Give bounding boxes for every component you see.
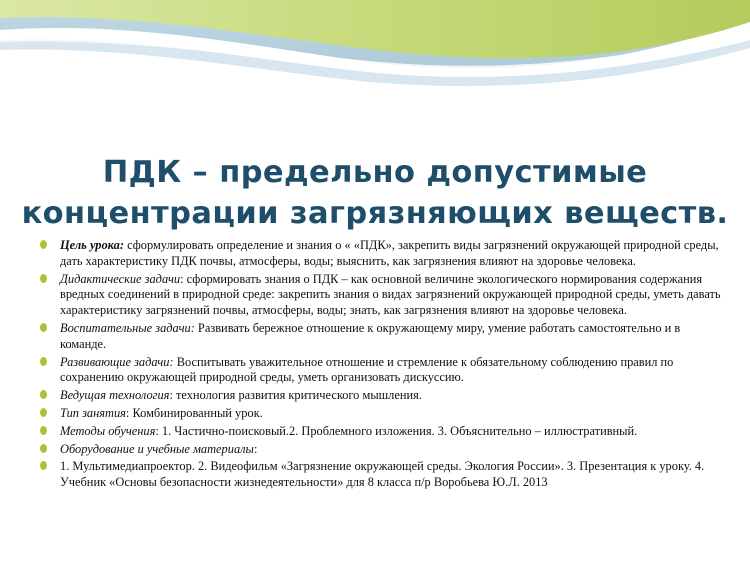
bullet-text: : [253, 441, 258, 456]
bullet-dot-icon [40, 461, 47, 470]
decorative-wave-banner [0, 0, 750, 90]
bullet-item-lesson-type [40, 406, 725, 422]
bullet-text: : сформировать знания о ПДК – как основной величине экологического нормирования содержания вредных соединений в природной среде: закрепить знания о видах загрязнений окружающей природной среды, уметь давать характеристику загрязнений почвы, атмосферы, воды; знать, как загрязнения влияют на здоровье человека. [60, 271, 721, 318]
bullet-dot-icon [40, 444, 47, 453]
bullet-dot-icon [40, 323, 47, 332]
bullet-dot-icon [40, 274, 47, 283]
bullet-label: Ведущая технология [60, 388, 170, 403]
bullet-item-didactic-tasks [40, 272, 725, 319]
bullet-label: Воспитательные задачи: [60, 320, 195, 335]
bullet-label: Оборудование и учебные материалы [60, 441, 254, 456]
bullet-item-equipment [40, 442, 725, 458]
bullet-text: : 1. Частично-поисковый.2. Проблемного изложения. 3. Объяснительно – иллюстративный. [155, 423, 638, 438]
slide-title-line-1: ПДК – предельно допустимые [102, 155, 648, 190]
bullet-dot-icon [40, 357, 47, 366]
slide-title [0, 152, 750, 234]
bullet-item-educational-tasks [40, 321, 725, 353]
bullet-text: сформулировать определение и знания о « «ПДК», закрепить виды загрязнений окружающей природной среды, дать характеристику ПДК почвы, атмосферы, воды; выяснить, как загрязнения влияют на здоровье человека. [60, 238, 719, 268]
bullet-label: Развивающие задачи: [60, 354, 174, 369]
slide-title-line-2: концентрации загрязняющих веществ. [21, 196, 729, 231]
bullet-text: Развивать бережное отношение к окружающему миру, умение работать самостоятельно и в команде. [60, 320, 681, 351]
bullet-item-developmental-tasks [40, 355, 725, 387]
bullet-dot-icon [40, 240, 47, 249]
bullet-text: : Комбинированный урок. [125, 405, 263, 420]
bullet-list [40, 238, 725, 493]
bullet-dot-icon [40, 426, 47, 435]
bullet-text: Воспитывать уважительное отношение и стремление к обязательному соблюдению правил по сохранению окружающей природной среды, уметь организовать дискуссию. [60, 354, 674, 385]
bullet-dot-icon [40, 390, 47, 399]
bullet-item-equipment-list [40, 459, 725, 491]
bullet-item-technology [40, 388, 725, 404]
bullet-item-teaching-methods [40, 424, 725, 440]
bullet-label: Цель урока: [60, 238, 124, 252]
bullet-label: Тип занятия [60, 405, 126, 420]
bullet-label: Методы обучения [60, 423, 156, 438]
bullet-text: 1. Мультимедиапроектор. 2. Видеофильм «Загрязнение окружающей среды. Экология России». 3. Презентация к уроку. 4. Учебник «Основы безопасности жизнедеятельности» для 8 класса п/р Воробьева Ю.Л. 2013 [60, 459, 705, 490]
bullet-dot-icon [40, 408, 47, 417]
bullet-item-goal [40, 238, 725, 270]
bullet-label: Дидактические задачи [60, 271, 181, 286]
bullet-text: : технология развития критического мышления. [169, 388, 422, 403]
